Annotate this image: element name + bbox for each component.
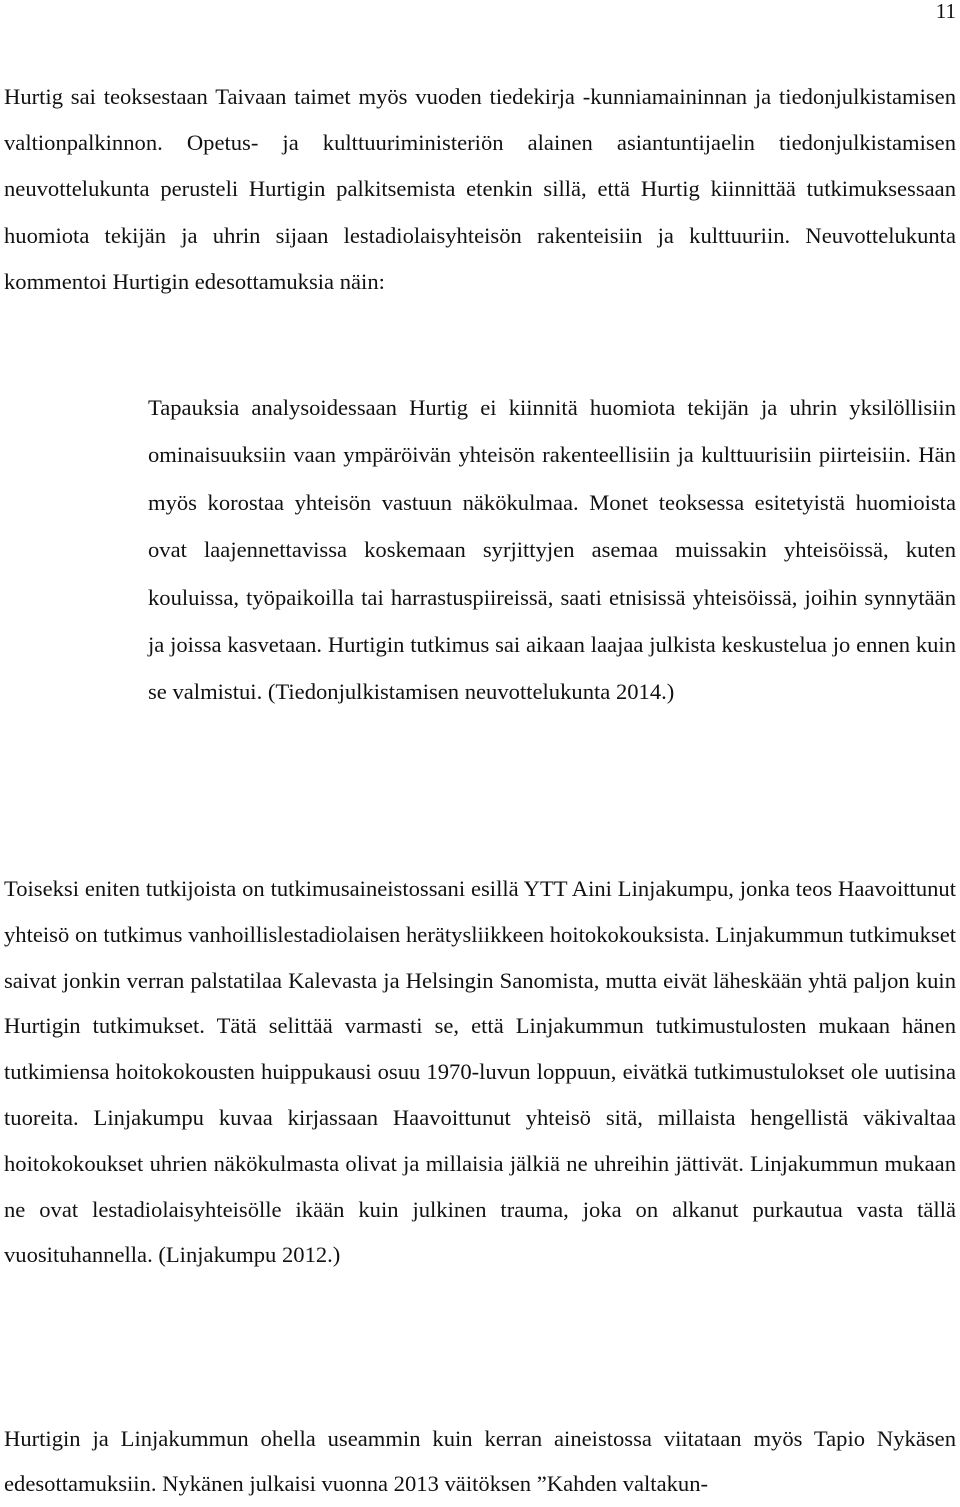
body-paragraph-1: Hurtig sai teoksestaan Taivaan taimet myös vuoden tiedekirja -kunniamaininnan ja tiedonjulkistamisen valtionpalkinnon. Opetus- ja kulttuuriministeriön alainen asiantuntijaelin tiedonjulkistamisen neuvottelukunta perusteli Hurtigin palkitsemista etenkin sillä, että Hurtig kiinnittää tutkimuksessaan huomiota tekijän ja uhrin sijaan lestadiolaisyhteisön rakenteisiin ja kulttuuriin. Neuvottelukunta kommentoi Hurtigin edesottamuksia näin: [4, 84, 956, 294]
page-number: 11 [935, 0, 956, 23]
block-quote: Tapauksia analysoidessaan Hurtig ei kiinnitä huomiota tekijän ja uhrin yksilöllisiin ominaisuuksiin vaan ympäröivän yhteisön rakenteellisiin ja kulttuurisiin piirteisiin. Hän myös korostaa yhteisön vastuun näkökulmaa. Monet teoksessa esitetyistä huomioista ovat laajennettavissa koskemaan syrjittyjen asemaa muissakin yhteisöissä, kuten kouluissa, työpaikoilla tai harrastuspiireissä, saati etnisissä yhteisöissä, joihin synnytään ja joissa kasvetaan. Hurtigin tutkimus sai aikaan laajaa julkista keskustelua jo ennen kuin se valmistui. (Tiedonjulkistamisen neuvottelukunta 2014.) [148, 395, 956, 705]
body-paragraph-3: Hurtigin ja Linjakummun ohella useammin kuin kerran aineistossa viitataan myös Tapio Nykäsen edesottamuksiin. Nykänen julkaisi vuonna 2013 väitöksen ”Kahden valtakun- [4, 1426, 956, 1497]
body-paragraph-2: Toiseksi eniten tutkijoista on tutkimusaineistossani esillä YTT Aini Linjakumpu, jonka teos Haavoittunut yhteisö on tutkimus vanhoillislestadiolaisen herätysliikkeen hoitokokouksista. Linjakummun tutkimukset saivat jonkin verran palstatilaa Kalevasta ja Helsingin Sanomista, mutta eivät läheskään yhtä paljon kuin Hurtigin tutkimukset. Tätä selittää varmasti se, että Linjakummun tutkimustulosten mukaan hänen tutkimiensa hoitokokousten huippukausi osuu 1970-luvun loppuun, eivätkä tutkimustulokset ole uutisina tuoreita. Linjakumpu kuvaa kirjassaan Haavoittunut yhteisö sitä, millaista hengellistä väkivaltaa hoitokokoukset uhrien näkökulmasta olivat ja millaisia jälkiä ne uhreihin jättivät. Linjakummun mukaan ne ovat lestadiolaisyhteisölle ikään kuin julkinen trauma, joka on alkanut purkautua vasta tällä vuosituhannella. (Linjakumpu 2012.) [4, 876, 956, 1268]
